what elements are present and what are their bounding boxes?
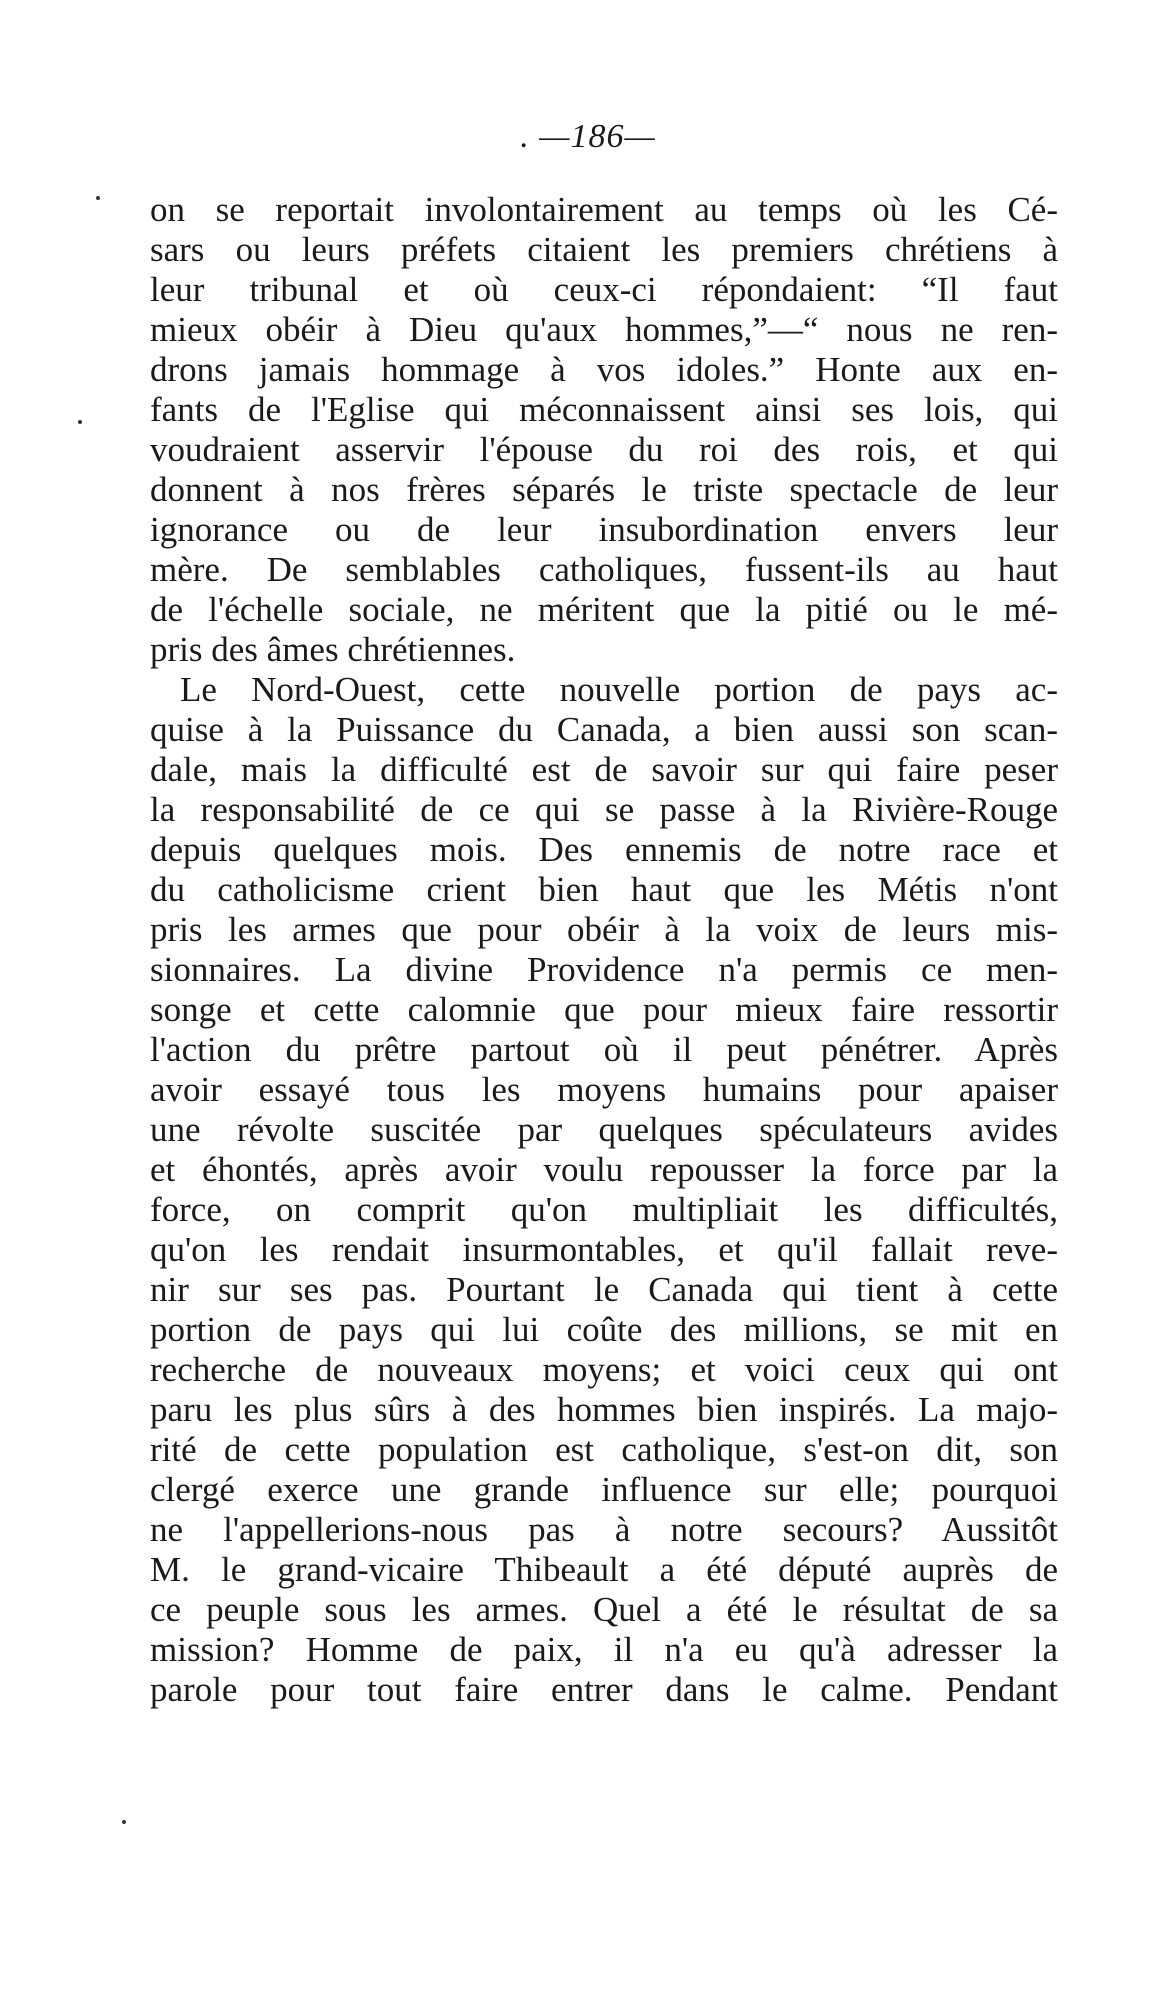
text-line: avoir essayé tous les moyens humains pour apaiser [150,1070,1058,1109]
paragraph-start-line: Le Nord-Ouest, cette nouvelle portion de pays ac- [180,670,1058,709]
text-line: on se reportait involontairement au temps où les Cé- [150,190,1058,229]
text-line: voudraient asservir l'épouse du roi des rois, et qui [150,430,1058,469]
text-line: quise à la Puissance du Canada, a bien aussi son scan- [150,710,1058,749]
ink-speck [96,196,100,200]
text-line: donnent à nos frères séparés le triste spectacle de leur [150,470,1058,509]
text-line: et éhontés, après avoir voulu repousser la force par la [150,1150,1058,1189]
text-line: mieux obéir à Dieu qu'aux hommes,”—“ nous ne ren- [150,310,1058,349]
text-line: ignorance ou de leur insubordination envers leur [150,510,1058,549]
text-line: sars ou leurs préfets citaient les premiers chrétiens à [150,230,1058,269]
text-line: nir sur ses pas. Pourtant le Canada qui tient à cette [150,1270,1058,1309]
text-line: force, on comprit qu'on multipliait les difficultés, [150,1190,1058,1229]
text-line: de l'échelle sociale, ne méritent que la pitié ou le mé- [150,590,1058,629]
ink-speck [78,420,82,424]
paragraph-end-line: pris des âmes chrétiennes. [150,630,516,669]
text-line: ce peuple sous les armes. Quel a été le résultat de sa [150,1590,1058,1629]
text-line: mission? Homme de paix, il n'a eu qu'à adresser la [150,1630,1058,1669]
text-line: pris les armes que pour obéir à la voix de leurs mis- [150,910,1058,949]
text-line: portion de pays qui lui coûte des millions, se mit en [150,1310,1058,1349]
text-line: parole pour tout faire entrer dans le calme. Pendant [150,1670,1058,1709]
text-line: ne l'appellerions-nous pas à notre secours? Aussitôt [150,1510,1058,1549]
body-text [150,190,1058,1710]
text-line: du catholicisme crient bien haut que les Métis n'ont [150,870,1058,909]
text-line: l'action du prêtre partout où il peut pénétrer. Après [150,1030,1058,1069]
text-line: drons jamais hommage à vos idoles.” Honte aux en- [150,350,1058,389]
text-line: recherche de nouveaux moyens; et voici ceux qui ont [150,1350,1058,1389]
text-line: qu'on les rendait insurmontables, et qu'il fallait reve- [150,1230,1058,1269]
text-line: paru les plus sûrs à des hommes bien inspirés. La majo- [150,1390,1058,1429]
text-line: fants de l'Eglise qui méconnaissent ainsi ses lois, qui [150,390,1058,429]
text-line: dale, mais la difficulté est de savoir sur qui faire peser [150,750,1058,789]
text-line: songe et cette calomnie que pour mieux faire ressortir [150,990,1058,1029]
text-line: sionnaires. La divine Providence n'a permis ce men- [150,950,1058,989]
text-line: leur tribunal et où ceux-ci répondaient: “Il faut [150,270,1058,309]
page-number: . —186— [520,118,656,155]
text-line: la responsabilité de ce qui se passe à la Rivière-Rouge [150,790,1058,829]
ink-speck [122,1820,126,1824]
text-line: rité de cette population est catholique, s'est-on dit, son [150,1430,1058,1469]
text-line: depuis quelques mois. Des ennemis de notre race et [150,830,1058,869]
text-line: clergé exerce une grande influence sur elle; pourquoi [150,1470,1058,1509]
text-line: mère. De semblables catholiques, fussent-ils au haut [150,550,1058,589]
text-line: M. le grand-vicaire Thibeault a été député auprès de [150,1550,1058,1589]
text-line: une révolte suscitée par quelques spéculateurs avides [150,1110,1058,1149]
